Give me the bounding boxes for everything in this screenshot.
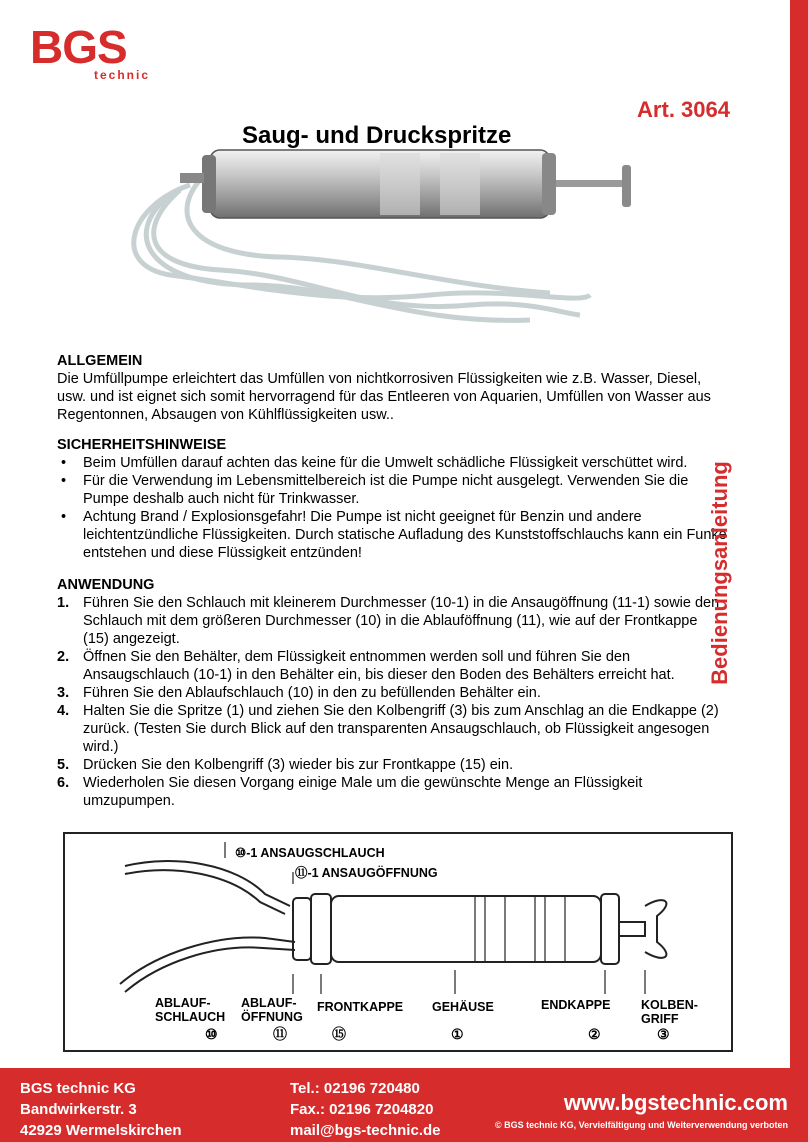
step-number: 5. — [57, 757, 70, 773]
article-number: Art. 3064 — [637, 97, 730, 122]
footer-contact — [290, 1078, 441, 1141]
label-ansaugoeffnung: ⑪-1 ANSAUGÖFFNUNG — [295, 866, 438, 880]
list-item: • Achtung Brand / Explosionsgefahr! Die Pumpe ist nicht geeignet für Benzin und andere leichtentzündliche Flüssigkeiten. Durch statische Aufladung des Kunststoffschlauchs kann ein Funke entstehen und diese Flüssigkeit entzünden! — [57, 508, 727, 562]
step-text: Halten Sie die Spritze (1) und ziehen Sie den Kolbengriff (3) bis zum Anschlag an die Endkappe (2) zurück. (Testen Sie durch Blick auf den transparenten Ansaugschlauch, ob Flüssigkeit angesogen wird.) — [83, 703, 719, 755]
footer-company: BGS technic KG — [20, 1080, 136, 1097]
safety-list — [57, 454, 727, 562]
list-item: • Für die Verwendung im Lebensmittelbereich ist die Pumpe nicht ausgelegt. Verwenden Sie die Pumpe deshalb auch nicht für Trinkwasser. — [57, 472, 727, 508]
product-image — [110, 145, 670, 345]
step-number: 4. — [57, 703, 70, 719]
footer-street: Bandwirkerstr. 3 — [20, 1101, 137, 1118]
usage-section — [57, 576, 727, 810]
general-heading: ALLGEMEIN — [57, 353, 143, 369]
list-item — [57, 594, 727, 648]
step-text: Wiederholen Sie diesen Vorgang einige Male um die gewünschte Menge an Flüssigkeit umzupumpen. — [83, 775, 643, 809]
step-text: Drücken Sie den Kolbengriff (3) wieder bis zur Frontkappe (15) ein. — [83, 757, 514, 773]
step-text: Führen Sie den Schlauch mit kleinerem Durchmesser (10-1) in die Ansaugöffnung (11-1) sowie den Schlauch mit dem größeren Durchmesser (10) in die Ablauföffnung (11), wie auf der Frontkappe (15) angezeigt. — [83, 595, 720, 647]
step-number: 6. — [57, 775, 70, 791]
general-text: Die Umfüllpumpe erleichtert das Umfüllen von nichtkorrosiven Flüssigkeiten wie z.B. Wasser, Diesel, usw. und ist eignet sich somit hervorragend für das Entleeren von Aquarien, Umfüllen von Wasser aus Regentonnen, Absaugen von Kühlflüssigkeiten usw.. — [57, 371, 711, 423]
list-item — [57, 702, 727, 756]
footer-mail[interactable]: mail@bgs-technic.de — [290, 1122, 441, 1139]
label-gehaeuse: GEHÄUSE — [432, 1000, 494, 1014]
footer-tel: Tel.: 02196 720480 — [290, 1080, 420, 1097]
footer-copyright: © BGS technic KG, Vervielfältigung und Weiterverwendung verboten — [494, 1120, 788, 1130]
usage-heading: ANWENDUNG — [57, 577, 155, 593]
list-item — [57, 756, 727, 774]
label-frontkappe: FRONTKAPPE — [317, 1000, 404, 1014]
page-title: Saug- und Druckspritze — [242, 122, 512, 149]
list-item — [57, 648, 727, 684]
num-gehaeuse: ① — [451, 1026, 464, 1042]
num-ablaufoeffnung: ⑪ — [273, 1026, 287, 1042]
num-frontkappe: ⑮ — [332, 1026, 346, 1042]
safety-section — [57, 436, 727, 562]
side-bar — [790, 0, 808, 1142]
num-endkappe: ② — [588, 1026, 601, 1042]
label-ansaugschlauch: ⑩-1 ANSAUGSCHLAUCH — [235, 846, 385, 860]
footer-city: 42929 Wermelskirchen — [20, 1122, 182, 1139]
brand-sub: technic — [94, 68, 151, 82]
brand-name: BGS — [30, 21, 127, 73]
list-item: • Beim Umfüllen darauf achten das keine für die Umwelt schädliche Flüssigkeit verschüttet wird. — [57, 454, 727, 472]
brand-logo — [30, 22, 155, 82]
parts-diagram — [63, 832, 733, 1052]
step-number: 3. — [57, 685, 70, 701]
step-number: 1. — [57, 595, 70, 611]
plunger-handle — [622, 165, 631, 207]
footer — [0, 1068, 808, 1142]
label-ablaufoeffnung: ABLAUF- ÖFFNUNG — [241, 996, 303, 1024]
side-label: Bedienungsanleitung — [707, 461, 732, 685]
num-ablaufschlauch: ⑩ — [205, 1026, 218, 1042]
num-kolbengriff: ③ — [657, 1026, 670, 1042]
footer-address — [20, 1078, 182, 1141]
label-endkappe: ENDKAPPE — [541, 998, 611, 1012]
step-text: Öffnen Sie den Behälter, dem Flüssigkeit entnommen werden soll und führen Sie den Ansaugschlauch (10-1) in den Behälter ein, bis dieser den Boden des Behälters erreicht hat. — [83, 649, 675, 683]
general-section — [57, 352, 727, 424]
footer-fax: Fax.: 02196 7204820 — [290, 1101, 434, 1118]
step-text: Führen Sie den Ablaufschlauch (10) in den zu befüllenden Behälter ein. — [83, 685, 541, 701]
list-item — [57, 684, 727, 702]
footer-website[interactable]: www.bgstechnic.com — [563, 1090, 788, 1115]
label-ablaufschlauch: ABLAUF- SCHLAUCH — [155, 996, 226, 1024]
list-item — [57, 774, 727, 810]
label-kolbengriff: KOLBEN- GRIFF — [641, 998, 698, 1026]
usage-list — [57, 594, 727, 810]
step-number: 2. — [57, 649, 70, 665]
safety-heading: SICHERHEITSHINWEISE — [57, 437, 227, 453]
